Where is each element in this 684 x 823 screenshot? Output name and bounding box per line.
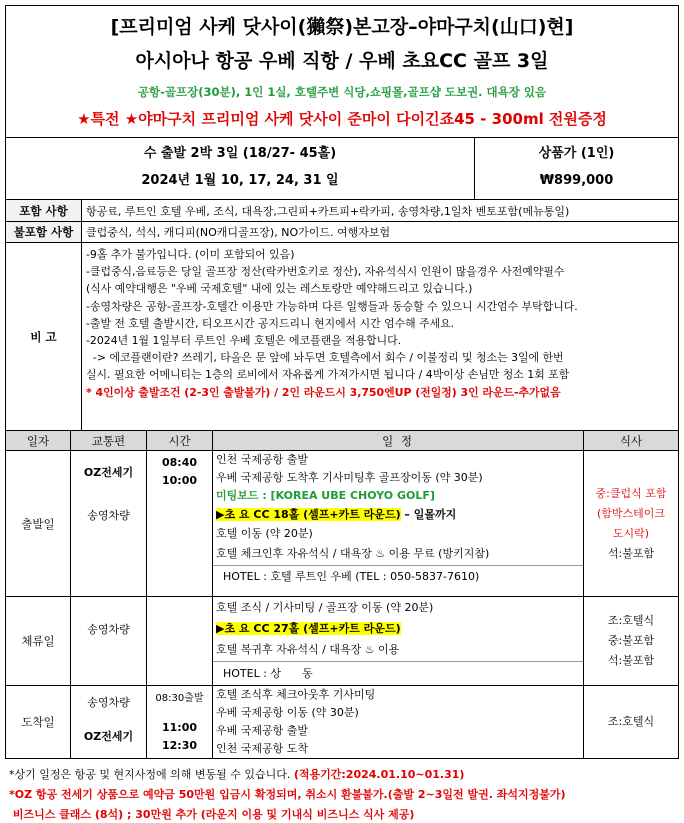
price-box: [5, 138, 679, 200]
time-hotel-departure: 08:30출발: [155, 693, 204, 704]
meal-dinner: 석:불포함: [607, 546, 655, 560]
note-item: -> 에코플랜이란? 쓰레기, 타올은 문 앞에 놔두면 호텔측에서 회수 / 이불정리 및 청소는 3일에 한번: [86, 351, 564, 365]
plan-line: 호텔 조식후 체크아웃후 기사미팅: [216, 688, 376, 701]
header-time: 시간: [147, 431, 213, 450]
transport-cell: [71, 597, 147, 685]
subtitle-features: 공항-골프장(30분), 1인 1실, 호텔주변 식당,쇼핑몰,골프샵 도보권. 대욕장 있음: [137, 85, 547, 99]
meal-dinner: 석:불포함: [607, 654, 655, 667]
plan-line: 호텔 이동 (약 20분): [216, 527, 313, 540]
plan-line: 호텔 조식 / 기사미팅 / 골프장 이동 (약 20분): [216, 601, 434, 614]
schedule-day-1: [6, 451, 678, 597]
day-label: 체류일: [6, 597, 71, 685]
meal-lunch: 중:클럽식 포함: [595, 486, 667, 500]
time-cell: [147, 597, 213, 685]
time-cell: [147, 686, 213, 758]
included-row: [6, 200, 678, 221]
excluded-row: [6, 221, 678, 242]
plan-line: 우베 국제공항 출발: [216, 724, 309, 737]
notes-list: [82, 243, 582, 430]
footer-notes: [5, 759, 679, 823]
price-value: ₩899,000: [539, 173, 614, 188]
transport-shuttle: 송영차량: [87, 509, 130, 522]
meal-cell: [584, 686, 678, 758]
meal-cell: [584, 451, 678, 596]
time-departure: 11:00: [161, 721, 197, 734]
time-arrival: 10:00: [161, 474, 197, 487]
footer-line-2: *OZ 항공 전세기 상품으로 예약금 50만원 입금시 확정되며, 취소시 환불불가.(출발 2~3일전 발권. 좌석지정불가): [9, 788, 566, 801]
special-benefit: ★특전 ★야마구치 프리미엄 사케 닷사이 준마이 다이긴죠45 - 300ml 전원증정: [77, 110, 607, 128]
transport-cell: [71, 686, 147, 758]
time-departure: 08:40: [161, 456, 197, 469]
plan-line: 호텔 복귀후 자유석식 / 대욕장 ♨ 이용: [216, 643, 400, 656]
plan-meeting-board: 미팅보드 : [KOREA UBE CHOYO GOLF]: [216, 489, 435, 502]
plan-golf-line: [213, 505, 583, 525]
header-day: 일자: [6, 431, 71, 450]
time-arrival: 12:30: [161, 739, 197, 752]
transport-cell: [71, 451, 147, 596]
meal-cell: [584, 597, 678, 685]
day-label: 출발일: [6, 451, 71, 596]
schedule-header-row: [6, 431, 678, 451]
meal-breakfast: 조:호텔식: [607, 614, 655, 627]
excluded-value: 클럽중식, 석식, 캐디피(NO캐디골프장), NO가이드. 여행자보험: [86, 226, 391, 239]
footer-line-3: 비즈니스 클래스 (8석) ; 30만원 추가 (라운지 이용 및 기내식 비즈니스 식사 제공): [9, 808, 415, 821]
meal-breakfast: 조:호텔식: [607, 715, 655, 728]
plan-hotel: HOTEL : 호텔 루트인 우베 (TEL : 050-5837-7610): [213, 565, 583, 586]
excluded-label: 불포함 사항: [6, 222, 82, 242]
transport-flight: OZ전세기: [83, 730, 134, 743]
title-sub: 아시아나 항공 우베 직항 / 우베 초요CC 골프 3일: [135, 50, 549, 72]
included-label: 포함 사항: [6, 200, 82, 221]
transport-shuttle: 송영차량: [87, 623, 130, 636]
notes-label: 비 고: [6, 243, 82, 430]
header-box: [5, 5, 679, 138]
plan-line: 인천 국제공항 도착: [216, 742, 309, 755]
meal-lunch: 중:불포함: [607, 634, 655, 647]
plan-line: 우베 국제공항 이동 (약 30분): [216, 706, 359, 719]
note-item: -9홀 추가 불가입니다. (이미 포함되어 있음): [86, 248, 295, 261]
note-item: -클럽중식,음료등은 당일 골프장 정산(락카번호키로 정산), 자유석식시 인원이 많을경우 사전예약필수: [86, 265, 565, 279]
note-item: -송영차량은 공항-골프장-호텔간 이용만 가능하며 다른 일행들과 동승할 수 있으니 시간엄수 부탁합니다.: [86, 299, 578, 313]
footer-schedule-note: *상기 일정은 항공 및 현지사정에 의해 변동될 수 있습니다.: [9, 768, 291, 781]
price-title: 상품가 (1인): [538, 146, 615, 161]
note-item: -출발 전 호텔 출발시간, 티오프시간 공지드리니 현지에서 시간 엄수해 주세요.: [86, 316, 455, 330]
departure-title: 수 출발 2박 3일 (18/27- 45홀): [143, 146, 337, 161]
plan-hotel: HOTEL : 상 동: [213, 661, 583, 685]
schedule-table: [5, 431, 679, 759]
title-main: [프리미엄 사케 닷사이(獺祭)본고장–야마구치(山口)현]: [110, 16, 574, 38]
plan-golf-round: ▶초 요 CC 27홀 (셀프+카트 라운드): [216, 622, 401, 635]
meal-lunch-detail: (함박스테이크: [596, 506, 666, 520]
plan-cell: [213, 686, 584, 758]
meal-lunch-detail: 도시락): [612, 526, 650, 540]
included-value: 항공료, 루트인 호텔 우베, 조식, 대욕장,그린피+카트피+락카피, 송영차량,1일차 벤토포함(메뉴통일): [86, 204, 570, 218]
header-plan: 일 정: [213, 431, 584, 450]
schedule-day-3: [6, 686, 678, 758]
price-cell: [475, 138, 678, 199]
plan-golf-round: ▶초 요 CC 18홀 (셀프+카트 라운드): [216, 508, 401, 521]
time-cell: [147, 451, 213, 596]
footer-period: (적용기간:2024.01.10~01.31): [293, 768, 465, 781]
departure-cell: [6, 138, 475, 199]
plan-golf-line: [213, 618, 583, 639]
departure-dates: 2024년 1월 10, 17, 24, 31 일: [141, 173, 339, 188]
notes-row: [6, 242, 678, 430]
schedule-day-2: [6, 597, 678, 686]
note-conditions: * 4인이상 출발조건 (2-3인 출발불가) / 2인 라운드시 3,750엔UP (전일정) 3인 라운드-추가없음: [86, 385, 561, 399]
plan-line: 우베 국제공항 도착후 기사미팅후 골프장이동 (약 30분): [216, 471, 483, 484]
plan-cell: [213, 597, 584, 685]
plan-golf-note: – 일몰까지: [400, 508, 457, 521]
plan-line: 인천 국제공항 출발: [216, 453, 309, 466]
note-item: (식사 예약대행은 "우베 국제호텔" 내에 있는 레스토랑만 예약해드리고 있습니다.): [86, 282, 473, 296]
note-item: -2024년 1월 1일부터 루트인 우베 호텔은 에코플랜을 적용합니다.: [86, 334, 402, 348]
header-transport: 교통편: [71, 431, 147, 450]
info-table: [5, 200, 679, 431]
footer-line-1: [9, 765, 675, 785]
transport-shuttle: 송영차량: [87, 696, 130, 709]
day-label: 도착일: [6, 686, 71, 758]
plan-cell: [213, 451, 584, 596]
transport-flight: OZ전세기: [83, 466, 134, 479]
plan-line: 호텔 체크인후 자유석식 / 대욕장 ♨ 이용 무료 (방키지참): [216, 547, 490, 560]
header-meal: 식사: [619, 433, 643, 448]
note-item: 실시. 필요한 어메니티는 1층의 로비에서 자유롭게 가져가시면 됩니다 / 4박이상 손님만 청소 1회 포함: [86, 368, 570, 382]
